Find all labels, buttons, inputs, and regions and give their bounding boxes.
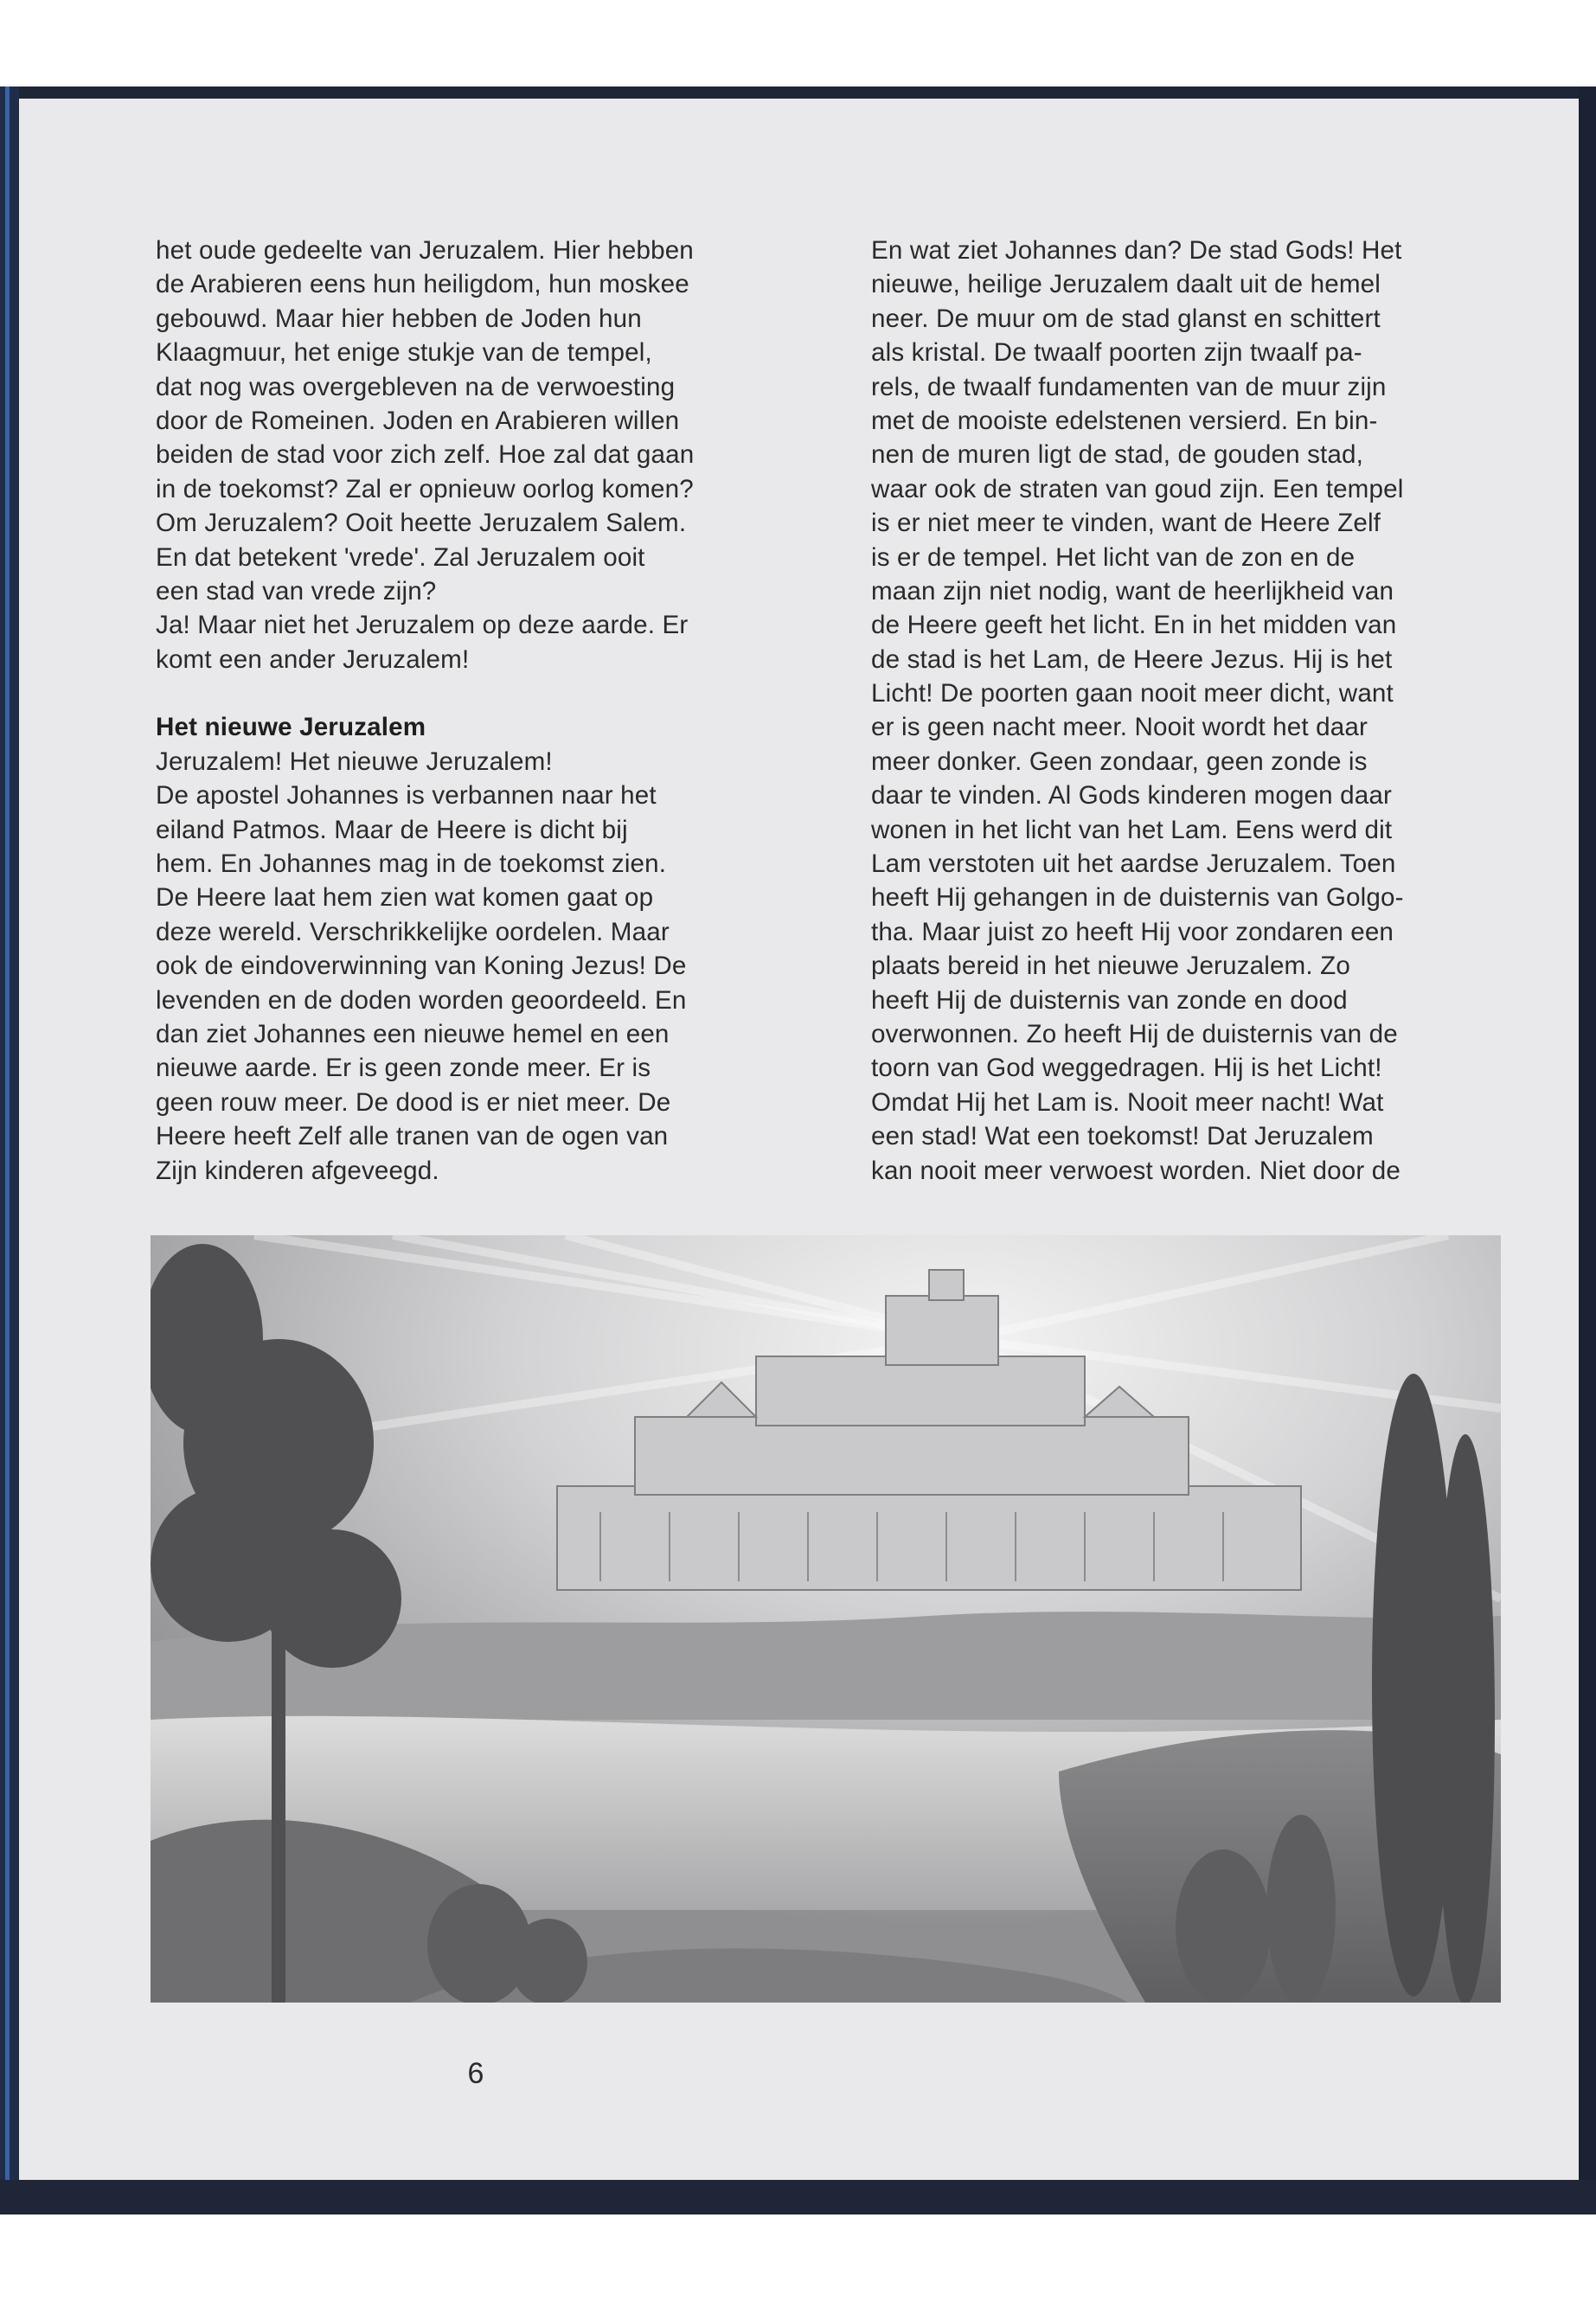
text-line: nieuwe aarde. Er is geen zonde meer. Er is [156, 1054, 651, 1083]
text-line: de stad is het Lam, de Heere Jezus. Hij is het [871, 644, 1393, 674]
text-line: een stad van vrede zijn? [156, 576, 437, 606]
text-line: de Heere geeft het licht. En in het midden van [871, 611, 1397, 640]
text-line: Zijn kinderen afgeveegd. [156, 1156, 439, 1185]
text-line: het oude gedeelte van Jeruzalem. Hier hebben [156, 236, 694, 265]
text-line: hem. En Johannes mag in de toekomst zien. [156, 849, 667, 879]
text-line: meer donker. Geen zondaar, geen zonde is [871, 747, 1368, 776]
text-line: dan ziet Johannes een nieuwe hemel en een [156, 1019, 670, 1048]
text-line: is er niet meer te vinden, want de Heere Zelf [871, 509, 1381, 538]
text-line: overwonnen. Zo heeft Hij de duisternis van de [871, 1019, 1398, 1048]
text-line: maan zijn niet nodig, want de heerlijkheid van [871, 576, 1394, 606]
book-spine-left [0, 87, 19, 2214]
text-line: de Arabieren eens hun heiligdom, hun moskee [156, 270, 689, 299]
text-line: er is geen nacht meer. Nooit wordt het daar [871, 713, 1368, 742]
text-line: dat nog was overgebleven na de verwoesting [156, 372, 676, 401]
text-line: in de toekomst? Zal er opnieuw oorlog komen? [156, 474, 694, 503]
right-text-column [871, 234, 1529, 1188]
text-line: En wat ziet Johannes dan? De stad Gods! Het [871, 236, 1402, 265]
book-cover-right-edge [1579, 87, 1596, 2214]
section-heading: Het nieuwe Jeruzalem [156, 713, 426, 742]
text-line: beiden de stad voor zich zelf. Hoe zal dat gaan [156, 440, 695, 470]
text-line: gebouwd. Maar hier hebben de Joden hun [156, 304, 642, 333]
text-line: Klaagmuur, het enige stukje van de tempel, [156, 338, 652, 368]
text-line: Ja! Maar niet het Jeruzalem op deze aarde. Er [156, 611, 689, 640]
text-line: komt een ander Jeruzalem! [156, 644, 470, 674]
paragraph-gap [156, 676, 813, 710]
text-line: heeft Hij gehangen in de duisternis van Golgo- [871, 883, 1404, 913]
text-line: Lam verstoten uit het aardse Jeruzalem. Toen [871, 849, 1396, 879]
left-text-column [156, 234, 813, 1188]
text-line: geen rouw meer. De dood is er niet meer. De [156, 1087, 671, 1117]
text-line: heeft Hij de duisternis van zonde en dood [871, 985, 1348, 1015]
text-line: Omdat Hij het Lam is. Nooit meer nacht! Wat [871, 1087, 1384, 1117]
text-line: De Heere laat hem zien wat komen gaat op [156, 883, 654, 913]
text-line: deze wereld. Verschrikkelijke oordelen. Maar [156, 917, 670, 946]
text-line: is er de tempel. Het licht van de zon en de [871, 542, 1356, 572]
page-number: 6 [467, 2057, 484, 2090]
text-line: rels, de twaalf fundamenten van de muur zijn [871, 372, 1387, 401]
text-line: nieuwe, heilige Jeruzalem daalt uit de hemel [871, 270, 1381, 299]
cypress-tree-right [1372, 1374, 1495, 2003]
text-line: En dat betekent 'vrede'. Zal Jeruzalem ooit [156, 542, 645, 572]
text-line: met de mooiste edelstenen versierd. En bin- [871, 406, 1378, 435]
text-line: toorn van God weggedragen. Hij is het Licht! [871, 1054, 1382, 1083]
text-line: levenden en de doden worden geoordeeld. En [156, 985, 687, 1015]
text-line: kan nooit meer verwoest worden. Niet door de [871, 1156, 1401, 1185]
text-line: Om Jeruzalem? Ooit heette Jeruzalem Salem. [156, 509, 687, 538]
text-line: nen de muren ligt de stad, de gouden stad, [871, 440, 1363, 470]
book-cover-top-edge [0, 87, 1596, 99]
text-line: Heere heeft Zelf alle tranen van de ogen van [156, 1122, 669, 1151]
text-line: eiland Patmos. Maar de Heere is dicht bij [156, 815, 628, 844]
book-cover-bottom-edge [0, 2180, 1596, 2214]
text-line: door de Romeinen. Joden en Arabieren willen [156, 406, 680, 435]
text-line: neer. De muur om de stad glanst en schittert [871, 304, 1381, 333]
new-jerusalem-illustration [151, 1235, 1501, 2003]
text-line: Jeruzalem! Het nieuwe Jeruzalem! [156, 747, 553, 776]
text-line: waar ook de straten van goud zijn. Een tempel [871, 474, 1404, 503]
text-line: tha. Maar juist zo heeft Hij voor zondaren een [871, 917, 1394, 946]
text-line: als kristal. De twaalf poorten zijn twaalf pa- [871, 338, 1362, 368]
text-line: ook de eindoverwinning van Koning Jezus! De [156, 952, 687, 981]
text-line: een stad! Wat een toekomst! Dat Jeruzalem [871, 1122, 1374, 1151]
text-line: wonen in het licht van het Lam. Eens werd dit [871, 815, 1393, 844]
text-line: De apostel Johannes is verbannen naar het [156, 781, 657, 811]
text-line: daar te vinden. Al Gods kinderen mogen daar [871, 781, 1392, 811]
text-line: plaats bereid in het nieuwe Jeruzalem. Zo [871, 952, 1350, 981]
text-line: Licht! De poorten gaan nooit meer dicht, want [871, 679, 1394, 708]
